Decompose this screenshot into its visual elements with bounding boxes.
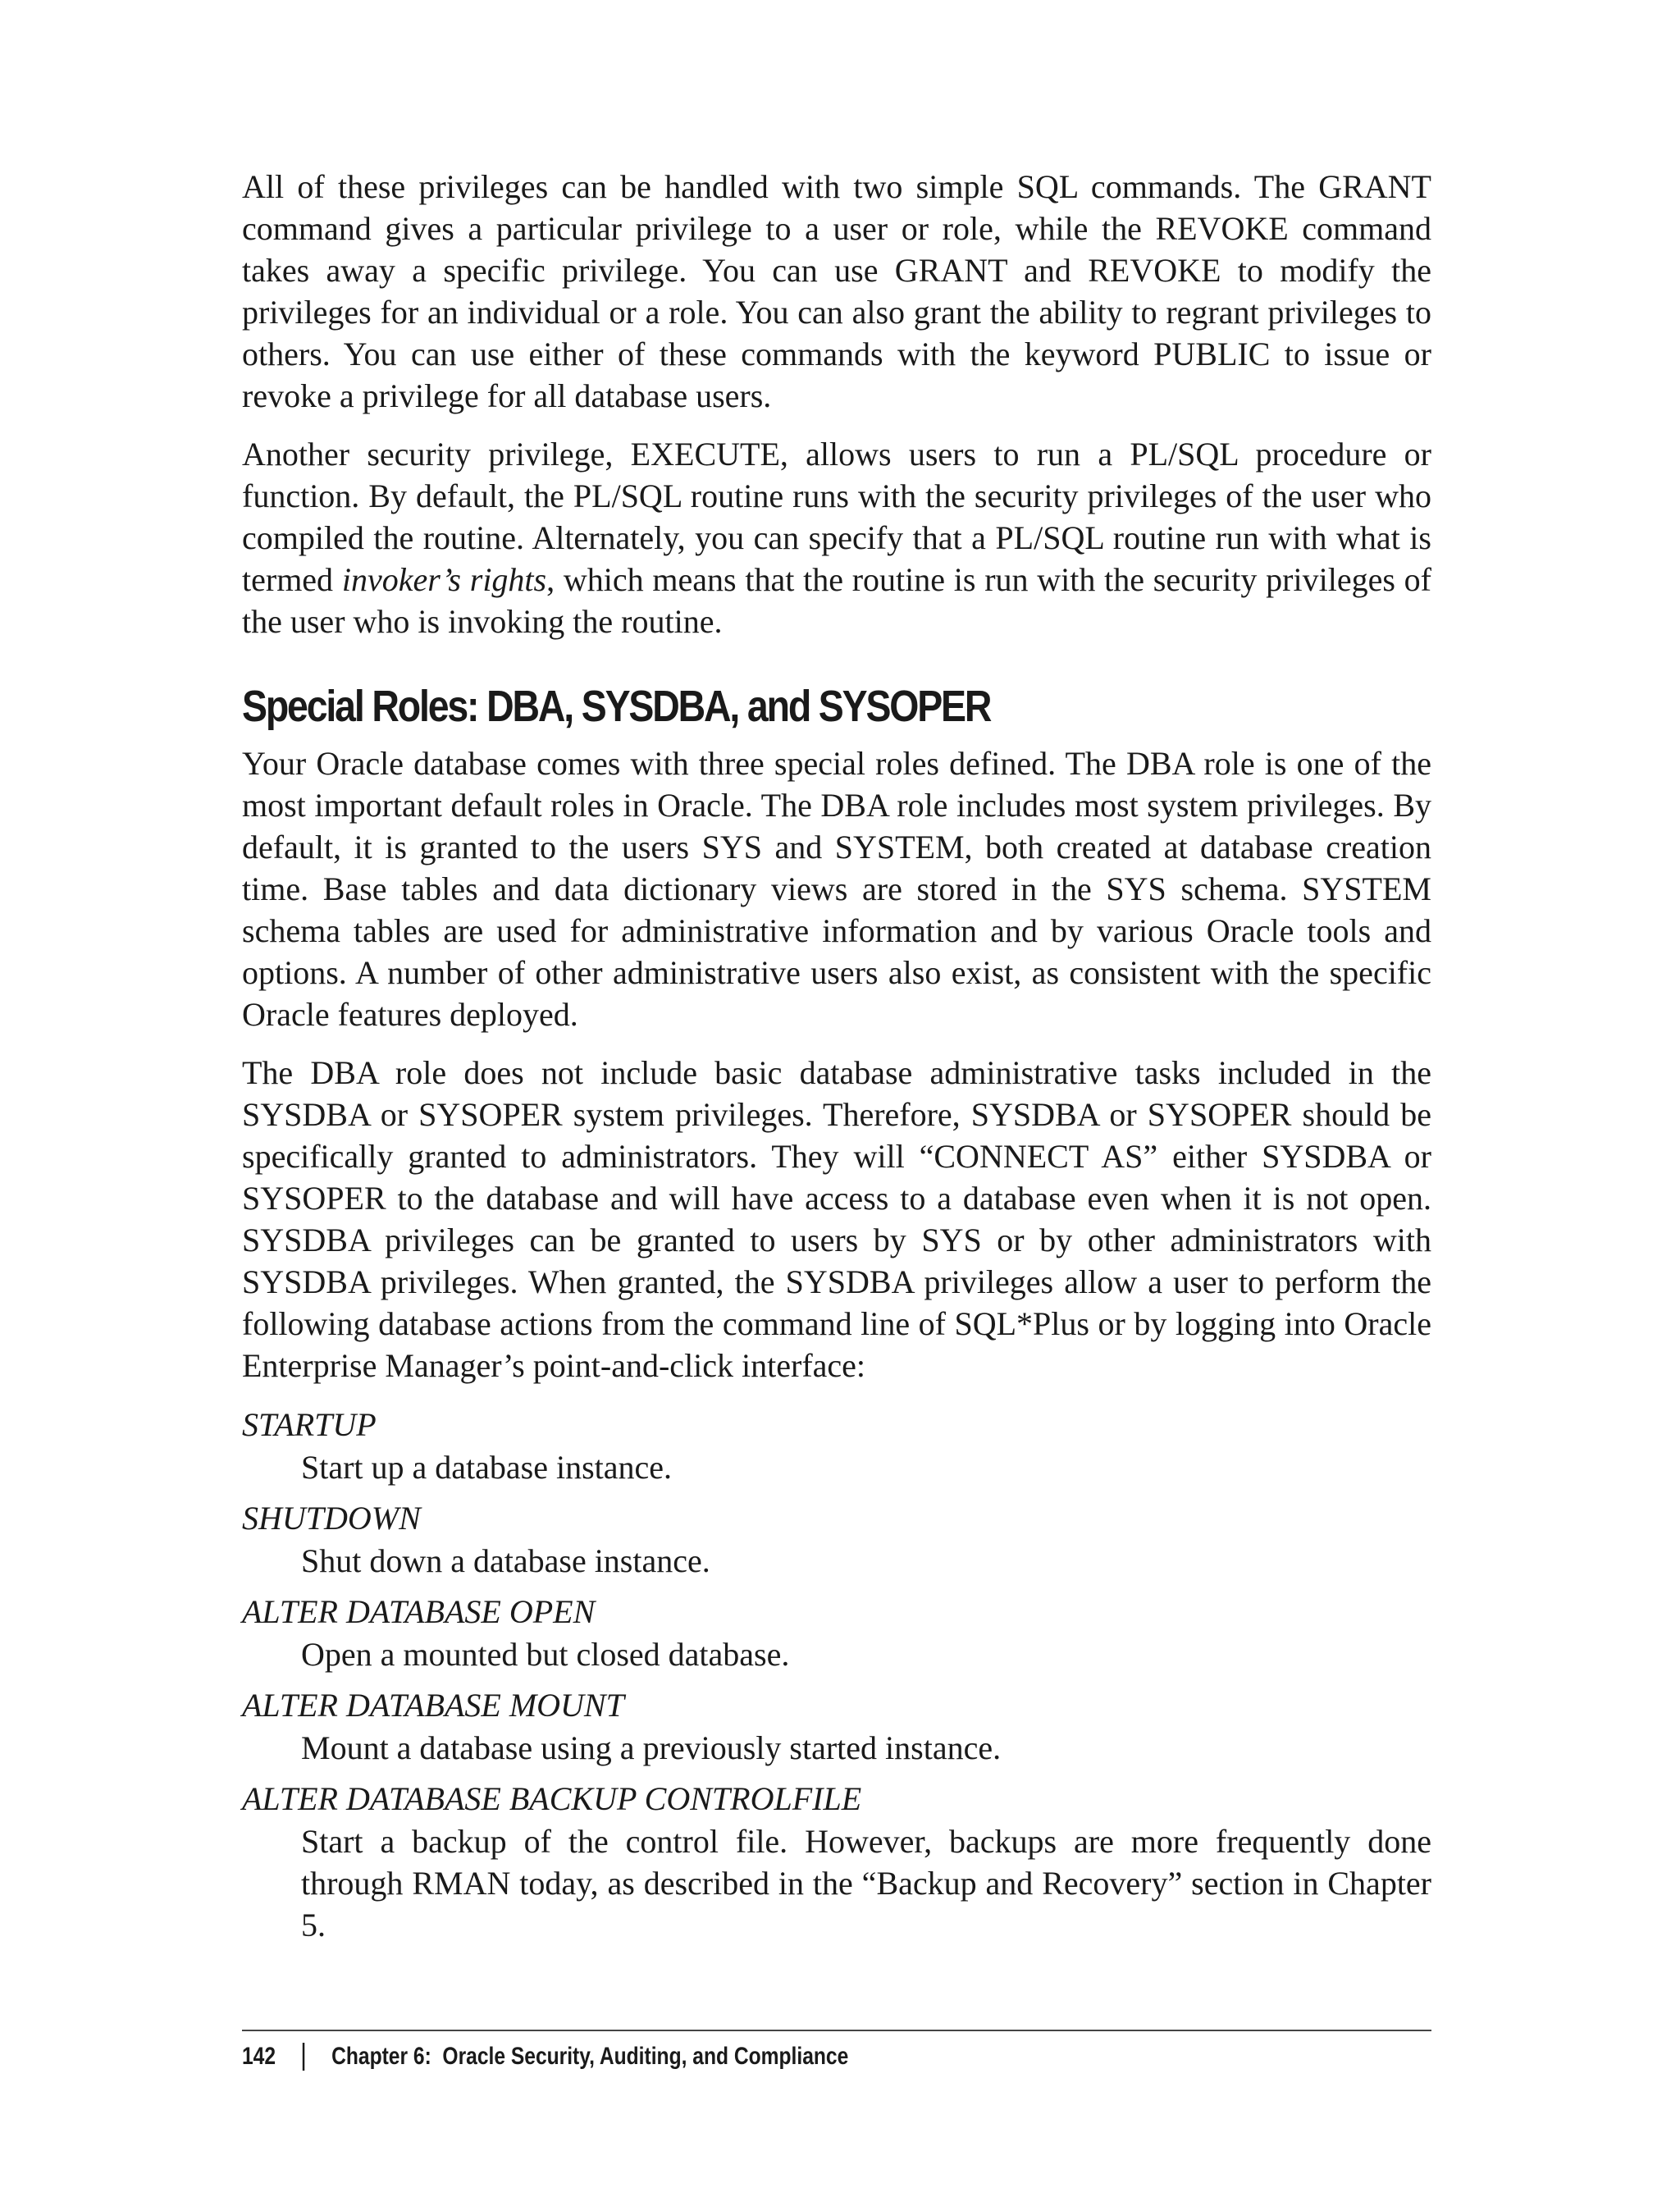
- action-term: ALTER DATABASE BACKUP CONTROLFILE: [242, 1780, 862, 1817]
- footer-separator: [303, 2043, 304, 2071]
- page-footer: [242, 2030, 1431, 2071]
- chapter-title: Chapter 6: Oracle Security, Auditing, and Compliance: [331, 2043, 849, 2070]
- action-description: Start a backup of the control file. However, backups are more frequently done through RMAN today, as described in the “Backup and Recovery” section in Chapter 5.: [301, 1823, 1431, 1943]
- action-description: Open a mounted but closed database.: [301, 1636, 790, 1673]
- action-description: Shut down a database instance.: [301, 1542, 710, 1579]
- action-description: Mount a database using a previously started instance.: [301, 1729, 1002, 1766]
- execute-emphasis: invoker’s rights: [341, 561, 547, 598]
- section-paragraph-dba: Your Oracle database comes with three special roles defined. The DBA role is one of the most important default roles in Oracle. The DBA role includes most system privileges. By default, it is granted to the users SYS and SYSTEM, both created at database creation time. Base tables and data dictionary views are stored in the SYS schema. SYSTEM schema tables are used for administrative information and by various Oracle tools and options. A number of other administrative users also exist, as consistent with the specific Oracle features deployed.: [242, 745, 1431, 1033]
- section-heading: Special Roles: DBA, SYSDBA, and SYSOPER: [242, 682, 991, 731]
- action-term: STARTUP: [242, 1406, 377, 1443]
- action-description: Start up a database instance.: [301, 1449, 673, 1486]
- page-body: [242, 166, 1431, 1954]
- action-term: SHUTDOWN: [242, 1500, 421, 1537]
- execute-text-after: , which means that the routine is run with the security privileges of the user who is invoking the routine.: [242, 561, 1432, 640]
- intro-paragraph: All of these privileges can be handled with two simple SQL commands. The GRANT command gives a particular privilege to a user or role, while the REVOKE command takes away a specific privilege. You can use GRANT and REVOKE to modify the privileges for an individual or a role. You can also grant the ability to regrant privileges to others. You can use either of these commands with the keyword PUBLIC to issue or revoke a privilege for all database users.: [242, 168, 1431, 414]
- action-term: ALTER DATABASE MOUNT: [242, 1687, 624, 1724]
- execute-text-before: Another security privilege, EXECUTE, allows users to run a PL/SQL procedure or function. By default, the PL/SQL routine runs with the security privileges of the user who compiled the routine. Alternately, you can specify that a PL/SQL routine run with what is termed: [242, 436, 1431, 598]
- page-number: 142: [242, 2043, 276, 2070]
- section-paragraph-sysdba: The DBA role does not include basic database administrative tasks included in the SYSDBA or SYSOPER system privileges. Therefore, SYSDBA or SYSOPER should be specifically granted to administrators. They will “CONNECT AS” either SYSDBA or SYSOPER to the database and will have access to a database even when it is not open. SYSDBA privileges can be granted to users by SYS or by other administrators with SYSDBA privileges. When granted, the SYSDBA privileges allow a user to perform the following database actions from the command line of SQL*Plus or by logging into Oracle Enterprise Manager’s point-and-click interface:: [242, 1054, 1431, 1384]
- sysdba-actions-list: [242, 1403, 1431, 1946]
- execute-paragraph: [242, 433, 1431, 642]
- action-term: ALTER DATABASE OPEN: [242, 1593, 596, 1630]
